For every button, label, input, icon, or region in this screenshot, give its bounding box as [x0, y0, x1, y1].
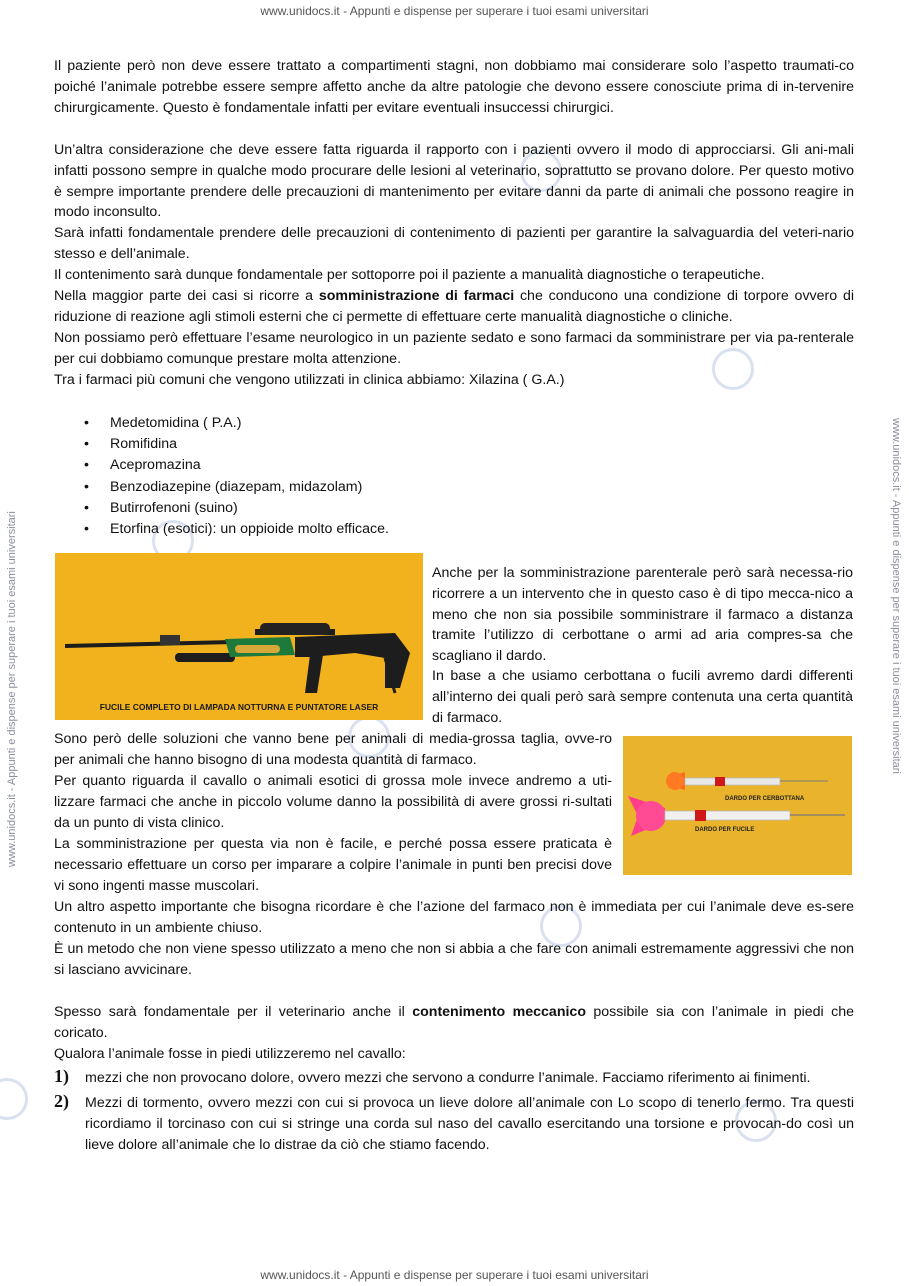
paragraph-5-start: Nella maggior parte dei casi si ricorre a [54, 288, 319, 304]
paragraph-3: Sarà infatti fondamentale prendere delle precauzioni di contenimento di pazienti per garantire la salvaguardia del veteri-nario stesso e dell’animale. [54, 225, 854, 262]
numbered-item-2 [54, 1093, 854, 1155]
paragraph-8: Un altro aspetto importante che bisogna ricordare è che l’azione del farmaco non è immediata per cui l’animale deve es-sere contenuto in un ambiente chiuso. [54, 899, 854, 936]
left-column-text-1: Sono però delle soluzioni che vanno bene per animali di media-grossa taglia, ovve-ro per animali che hanno bisogno di una modesta quantità di farmaco. [54, 731, 612, 768]
right-column-text-1: Anche per la somministrazione parenterale però sarà necessa-rio ricorrere a un intervento che in questo caso è di tipo mecca-nico a meno che non sia possibile somministrare il farmaco a distanza tramite l’utilizzo di cerbottane o armi ad aria compres-sa che scagliano il dardo. [432, 565, 853, 665]
list-item: • Etorfina (esotici): un oppioide molto efficace. [54, 519, 389, 540]
paragraph-5-bold: somministrazione di farmaci [318, 288, 515, 304]
rifle-photo-caption: FUCILE COMPLETO DI LAMPADA NOTTURNA E PUNTATORE LASER [99, 702, 379, 712]
paragraph-10-end: possibile sia con l’animale in piedi che coricato. [54, 1004, 854, 1041]
side-watermark-right: www.unidocs.it - Appunti e dispense per superare i tuoi esami universitari [890, 418, 902, 774]
paragraph-2: Un’altra considerazione che deve essere fatta riguarda il rapporto con i pazienti ovvero il modo di approcciarsi. Gli ani-mali infatti possono sempre in qualche modo procurare delle lesioni al veterinario, soprattutto se provano dolore. Per questo motivo è sempre importante prendere delle precauzioni di mantenimento per evitare danni da parte di animali che possono reagire in modo inconsulto. [54, 142, 854, 221]
paragraph-5-end: che conducono una condizione di torpore ovvero di riduzione di reazione agli stimoli esterni che ci permette di effettuare certe manualità diagnostiche o cliniche. [54, 288, 854, 325]
paragraph-9: È un metodo che non viene spesso utilizzato a meno che non si abbia a che fare con animali estremamente aggressivi che non si lasciano avvicinare. [54, 941, 854, 978]
paragraph-10 [54, 1002, 854, 1044]
paragraph-4: Il contenimento sarà dunque fondamentale per sottoporre poi il paziente a manualità diagnostiche o terapeutiche. [54, 267, 765, 283]
numbered-item-text: Mezzi di tormento, ovvero mezzi con cui si provoca un lieve dolore all’animale con Lo scopo di tenerlo fermo. Tra questi ricordiamo il torcinaso con cui si stringe una corda sul naso del cavallo esercitando una torsione e provocan-do così un lieve dolore all’animale che lo distrae da ciò che stiamo facendo. [85, 1095, 854, 1153]
list-item: • Benzodiazepine (diazepam, midazolam) [54, 477, 389, 498]
right-column-text-2: In base a che usiamo cerbottana o fucili avremo dardi differenti all’interno dei quali però sarà sempre contenuta una certa quantità di farmaco. [432, 668, 853, 726]
paragraph-6: Non possiamo però effettuare l’esame neurologico in un paziente sedato e sono farmaci da somministrare per via pa-renterale per cui dobbiamo comunque prestare molta attenzione. [54, 330, 854, 367]
list-item: • Butirrofenoni (suino) [54, 498, 389, 519]
side-watermark-left: www.unidocs.it - Appunti e dispense per superare i tuoi esami universitari [6, 511, 18, 867]
numbered-item-1 [54, 1068, 854, 1089]
darts-photo [623, 736, 852, 875]
paragraph-10-bold: contenimento meccanico [412, 1004, 586, 1020]
page-footer: www.unidocs.it - Appunti e dispense per superare i tuoi esami universitari [260, 1268, 649, 1282]
paragraph-10-start: Spesso sarà fondamentale per il veterinario anche il [54, 1004, 413, 1020]
paragraph-11: Qualora l’animale fosse in piedi utilizzeremo nel cavallo: [54, 1046, 406, 1062]
paragraph-7: Tra i farmaci più comuni che vengono utilizzati in clinica abbiamo: Xilazina ( G.A.) [54, 372, 565, 388]
list-item: • Acepromazina [54, 455, 389, 476]
numbered-item-text: mezzi che non provocano dolore, ovvero mezzi che servono a condurre l’animale. Facciamo riferimento ai finimenti. [85, 1070, 811, 1086]
numbered-item-number: 1) [54, 1066, 69, 1086]
paragraph-1: Il paziente però non deve essere trattato a compartimenti stagni, non dobbiamo mai considerare solo l’aspetto traumati-co poiché l’animale potrebbe essere sempre affetto anche da altre patologie che devono essere conosciute prima di in-tervenire chirurgicamente. Questo è fondamentale infatti per evitare eventuali insuccessi chirurgici. [54, 58, 854, 116]
rifle-photo [55, 553, 423, 720]
dart-label-blowpipe: DARDO PER CERBOTTANA [725, 796, 805, 802]
list-item: • Romifidina [54, 434, 389, 455]
watermark-logo-icon [0, 1078, 28, 1120]
dart-label-rifle: DARDO PER FUCILE [695, 827, 755, 833]
page-header: www.unidocs.it - Appunti e dispense per superare i tuoi esami universitari [260, 4, 649, 18]
rifle-illustration [55, 553, 423, 720]
left-column-text-3: La somministrazione per questa via non è facile, e perché possa essere praticata è necessario effettuare un corso per imparare a colpire l’animale in punti ben precisi dove vi sono ingenti masse muscolari. [54, 836, 612, 894]
left-column-text-2: Per quanto riguarda il cavallo o animali esotici di grossa mole invece andremo a uti-lizzare farmaci che anche in piccolo volume danno la possibilità di avere grossi ri-sultati da un punto di vista clinico. [54, 773, 612, 831]
darts-illustration [623, 736, 852, 875]
paragraph-5 [54, 286, 854, 328]
list-item: • Medetomidina ( P.A.) [54, 413, 389, 434]
medication-list [54, 413, 389, 540]
numbered-item-number: 2) [54, 1091, 69, 1111]
